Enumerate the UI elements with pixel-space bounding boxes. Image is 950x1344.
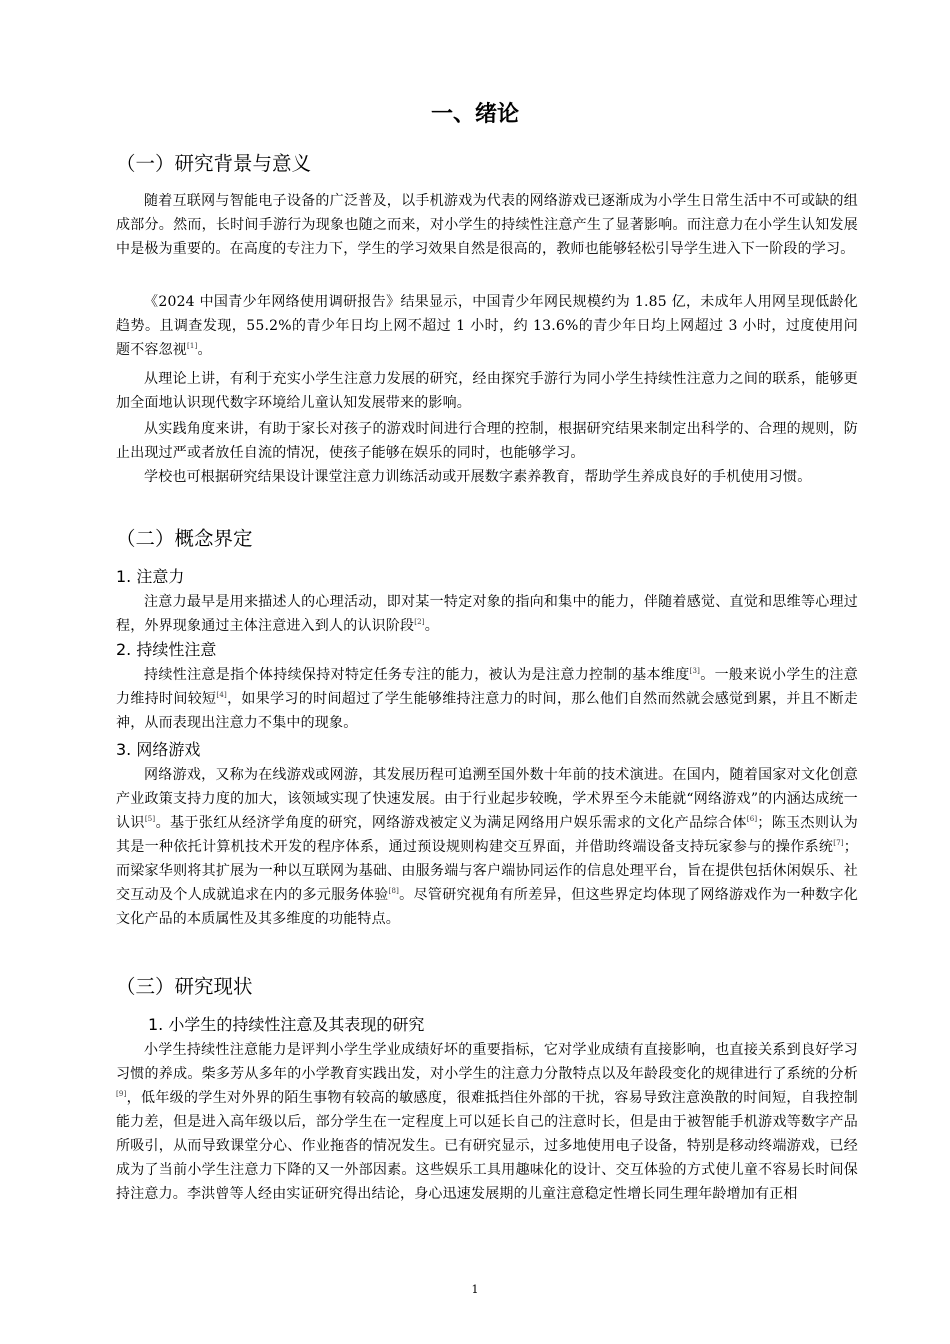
paragraph: 注意力最早是用来描述人的心理活动，即对某一特定对象的指向和集中的能力，伴随着感觉、直觉和思维等心理过程，外界现象通过主体注意进入到人的认识阶段[2]。 — [116, 594, 858, 634]
paragraph: 随着互联网与智能电子设备的广泛普及，以手机游戏为代表的网络游戏已逐渐成为小学生日常生活中不可或缺的组成部分。然而，长时间手游行为现象也随之而来，对小学生的持续性注意产生了显著影响。而注意力在小学生认知发展中是极为重要的。在高度的专注力下，学生的学习效果自然是很高的，教师也能够轻松引导学生进入下一阶段的学习。 — [116, 193, 858, 257]
paragraph: 《2024 中国青少年网络使用调研报告》结果显示，中国青少年网民规模约为 1.85 亿，未成年人用网呈现低龄化趋势。且调查发现，55.2%的青少年日均上网不超过 1 小时，约 13.6%的青少年日均上网超过 3 小时，过度使用问题不容忽视[1]。 — [116, 294, 858, 358]
section-heading-status: （三）研究现状 — [116, 975, 253, 998]
subsection-heading: 2. 持续性注意 — [116, 640, 217, 659]
citation-ref: [9] — [116, 1090, 127, 1098]
subsection-heading: 3. 网络游戏 — [116, 740, 201, 759]
page-number: 1 — [471, 1283, 479, 1296]
paragraph: 学校也可根据研究结果设计课堂注意力训练活动或开展数字素养教育，帮助学生养成良好的手机使用习惯。 — [144, 469, 812, 485]
citation-ref: [2] — [414, 618, 425, 626]
citation-ref: [8] — [388, 887, 400, 895]
paragraph: 从理论上讲，有利于充实小学生注意力发展的研究，经由探究手游行为同小学生持续性注意力之间的联系，能够更加全面地认识现代数字环境给儿童认知发展带来的影响。 — [116, 371, 858, 411]
citation-ref: [7] — [833, 839, 844, 847]
paragraph: 小学生持续性注意能力是评判小学生学业成绩好坏的重要指标，它对学业成绩有直接影响，也直接关系到良好学习习惯的养成。柴多芳从多年的小学教育实践出发，对小学生的注意力分散特点以及年龄段变化的规律进行了系统的分析[9]，低年级的学生对外界的陌生事物有较高的敏感度，很难抵挡住外部的干扰，容易导致注意涣散的时间短，自我控制能力差，但是进入高年级以后，部分学生在一定程度上可以延长自己的注意时长，但是由于被智能手机游戏等数字产品所吸引，从而导致课堂分心、作业拖沓的情况发生。已有研究显示，过多地使用电子设备，特别是移动终端游戏，已经成为了当前小学生注意力下降的又一外部因素。这些娱乐工具用趣味化的设计、交互体验的方式使儿童不容易长时间保持注意力。李洪曾等人经由实证研究得出结论，身心迅速发展期的儿童注意稳定性增长同生理年龄增加有正相 — [116, 1042, 858, 1202]
chapter-title: 一、绪论 — [430, 102, 519, 127]
citation-ref: [4] — [216, 691, 227, 699]
paragraph: 从实践角度来讲，有助于家长对孩子的游戏时间进行合理的控制，根据研究结果来制定出科学的、合理的规则，防止出现过严或者放任自流的情况，使孩子能够在娱乐的同时，也能够学习。 — [116, 421, 858, 461]
section-heading-definitions: （二）概念界定 — [116, 527, 253, 550]
citation-ref: [3] — [689, 667, 701, 675]
paragraph: 持续性注意是指个体持续保持对特定任务专注的能力，被认为是注意力控制的基本维度[3]。一般来说小学生的注意力维持时间较短[4]，如果学习的时间超过了学生能够维持注意力的时间，那么他们自然而然就会感觉到累，并且不断走神，从而表现出注意力不集中的现象。 — [116, 667, 858, 731]
paragraph: 网络游戏，又称为在线游戏或网游，其发展历程可追溯至国外数十年前的技术演进。在国内，随着国家对文化创意产业政策支持力度的加大，该领域实现了快速发展。由于行业起步较晚，学术界至今未能就“网络游戏”的内涵达成统一认识[5]。基于张红从经济学角度的研究，网络游戏被定义为满足网络用户娱乐需求的文化产品综合体[6]；陈玉杰则认为其是一种依托计算机技术开发的程序体系，通过预设规则构建交互界面，并借助终端设备支持玩家参与的操作系统[7]；而梁家华则将其扩展为一种以互联网为基础、由服务端与客户端协同运作的信息处理平台，旨在提供包括休闲娱乐、社交互动及个人成就追求在内的多元服务体验[8]。尽管研究视角有所差异，但这些界定均体现了网络游戏作为一种数字化文化产品的本质属性及其多维度的功能特点。 — [116, 767, 858, 927]
citation-ref: [5] — [144, 815, 156, 823]
section-heading-background: （一）研究背景与意义 — [116, 152, 312, 175]
subsection-heading: 1. 小学生的持续性注意及其表现的研究 — [148, 1015, 425, 1034]
citation-ref: [1] — [187, 342, 198, 350]
citation-ref: [6] — [746, 815, 758, 823]
subsection-heading: 1. 注意力 — [116, 567, 185, 586]
